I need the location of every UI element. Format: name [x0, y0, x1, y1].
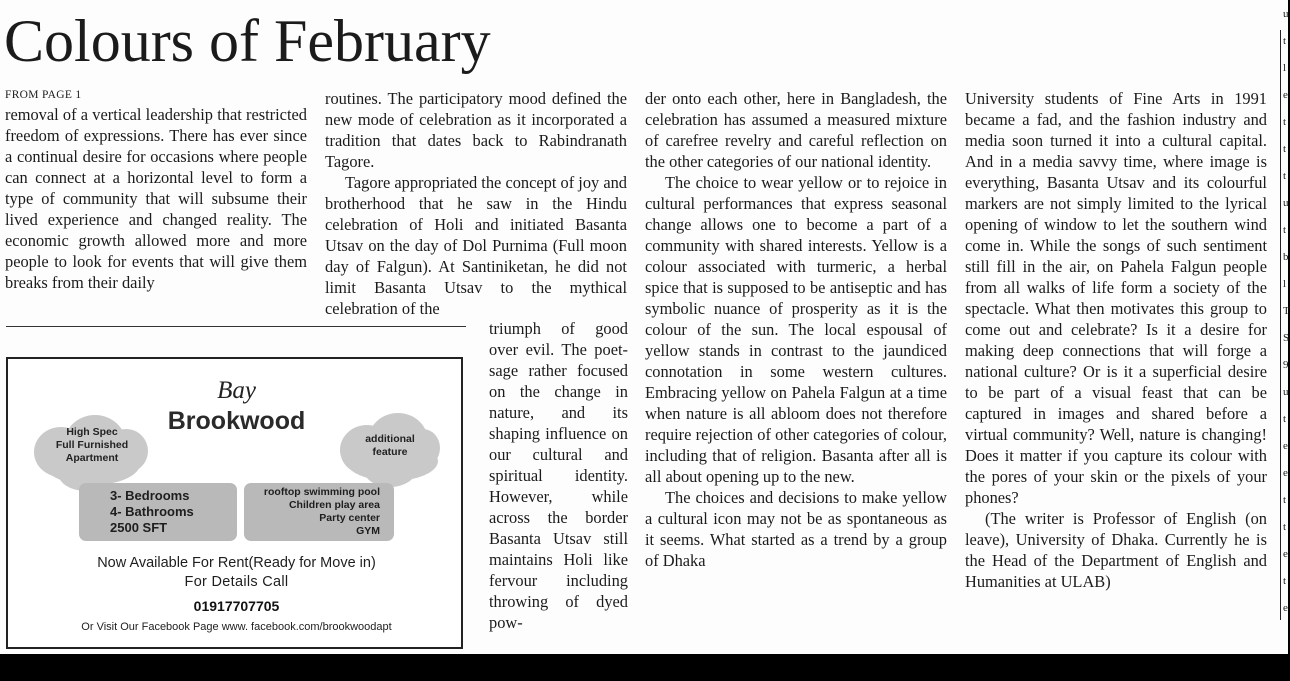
ad-availability: Now Available For Rent(Ready for Move in) — [97, 555, 376, 571]
adjacent-text-fragment: t — [1283, 143, 1287, 155]
adjacent-text-fragment: t — [1283, 521, 1287, 533]
ad-brand-name: Brookwood — [167, 407, 306, 435]
paragraph: The choice to wear yellow or to rejoice in cultural performances that express seasonal change allows one to become a part of a community with shared interests. Yellow is a colour associated with turmeric, a herbal spice that is supposed to be antiseptic and has symbolic nuance of prosperity as it is the colour of the sun. The local espousal of yellow stands in contrast to the jaundiced connotation in some western cultures. Embracing yellow on Pahela Falgun at a time when nature is all abloom does not therefore require rejection of other categories of colour, including that of religion. Basanta after all is all about opening up to the new. — [645, 173, 947, 486]
adjacent-text-fragment: e — [1283, 467, 1288, 479]
right-feature-list: rooftop swimming pool Children play area Party center GYM — [263, 486, 380, 537]
adjacent-text-fragment: l — [1283, 278, 1287, 290]
paragraph: der onto each other, here in Bangladesh, the celebration has assumed a measured mixture of carefree revelry and careful reflection on the other categories of our national identity. — [645, 89, 947, 171]
adjacent-text-fragment: t — [1283, 575, 1287, 587]
column-divider-rule — [6, 326, 466, 327]
right-cloud-text: additional feature — [365, 433, 415, 458]
column-divider-rule — [1280, 30, 1281, 620]
ad-script-word: Bay — [217, 377, 256, 404]
adjacent-text-fragment: S — [1283, 332, 1290, 344]
article-column-2-continued — [489, 318, 628, 633]
adjacent-text-fragment: 9 — [1283, 359, 1289, 371]
ad-details-call: For Details Call — [184, 574, 289, 590]
paragraph: Tagore appropriated the concept of joy and brotherhood that he saw in the Hindu celebration of Holi and initiated Basanta Utsav on the day of Dol Purnima (Full moon day of Falgun). At Santiniketan, he did not limit Basanta Utsav to the mythical celebration of the — [325, 173, 627, 318]
paragraph: The choices and decisions to make yellow a cultural icon may not be as spontaneous as it seems. What started as a trend by a group of Dhaka — [645, 488, 947, 570]
adjacent-text-fragment: T — [1283, 305, 1290, 317]
adjacent-text-fragment: u — [1283, 197, 1289, 209]
adjacent-text-fragment: u — [1283, 386, 1289, 398]
adjacent-text-fragment: e — [1283, 440, 1288, 452]
ad-facebook-link: Or Visit Our Facebook Page www. facebook.com/brookwoodapt — [81, 621, 392, 633]
adjacent-text-fragment: t — [1283, 224, 1287, 236]
adjacent-text-fragment: l — [1283, 62, 1287, 74]
adjacent-text-fragment: u — [1283, 8, 1289, 20]
adjacent-text-fragment: t — [1283, 494, 1287, 506]
paragraph: routines. The participatory mood defined the new mode of celebration as it incorporated a tradition that dates back to Rabindranath Tagore. — [325, 89, 627, 171]
headline: Colours of February — [4, 8, 491, 74]
article-column-3 — [645, 88, 947, 571]
paragraph: removal of a vertical leadership that restricted freedom of expressions. There has ever since a continual desire for occasions where people can connect at a horizontal level to form a type of community that will subsume their lived experience and changed reality. The economic growth allowed more and more people to look for events that will give them breaks from their daily — [5, 105, 307, 292]
left-feature-list: 3- Bedrooms 4- Bathrooms 2500 SFT — [110, 488, 194, 535]
paragraph: triumph of good over evil. The poet-sage rather focused on the change in nature, and its shaping influence on our cultural and spiritual identity. However, while across the border Basanta Utsav still maintains Holi like fervour including throwing of dyed pow- — [489, 319, 628, 632]
adjacent-text-fragment: e — [1283, 89, 1288, 101]
article-column-4 — [965, 88, 1267, 592]
brookwood-advertisement — [6, 357, 463, 649]
adjacent-text-fragment: t — [1283, 116, 1287, 128]
article-column-1 — [5, 104, 307, 293]
from-page-label: FROM PAGE 1 — [5, 89, 82, 101]
adjacent-text-fragment: t — [1283, 413, 1287, 425]
paragraph: University students of Fine Arts in 1991 became a fad, and the fashion industry and media soon turned it into a cultural capital. And in a media savvy time, where image is everything, Basanta Utsav and its colourful markers are not simply limited to the lyrical opening of window to let the southern wind come in. While the songs of such sentiment still fill in the air, on Pahela Falgun people from all walks of life form a society of the spectacle. What then motivates this group to come out and celebrate? Is it a desire for making deep connections that will forge a national culture? Or is it a superficial desire to be part of a visual feast that can be captured in images and shared before a virtual community? Well, nature is changing! Does it matter if you capture its colour with the pores of your skin or the pixels of your phones? — [965, 89, 1267, 507]
adjacent-text-fragment: e — [1283, 602, 1288, 614]
adjacent-column-fragment — [1277, 0, 1288, 654]
left-cloud-text: High Spec Full Furnished Apartment — [55, 426, 129, 464]
adjacent-text-fragment: t — [1283, 35, 1287, 47]
ad-phone-number: 01917707705 — [193, 598, 280, 614]
article-column-2 — [325, 88, 627, 319]
adjacent-text-fragment: b — [1283, 251, 1289, 263]
writer-note: (The writer is Professor of English (on leave), University of Dhaka. Currently he is the Head of the Department of English and Humanities at ULAB) — [965, 509, 1267, 591]
adjacent-text-fragment: e — [1283, 548, 1288, 560]
adjacent-text-fragment: t — [1283, 170, 1287, 182]
